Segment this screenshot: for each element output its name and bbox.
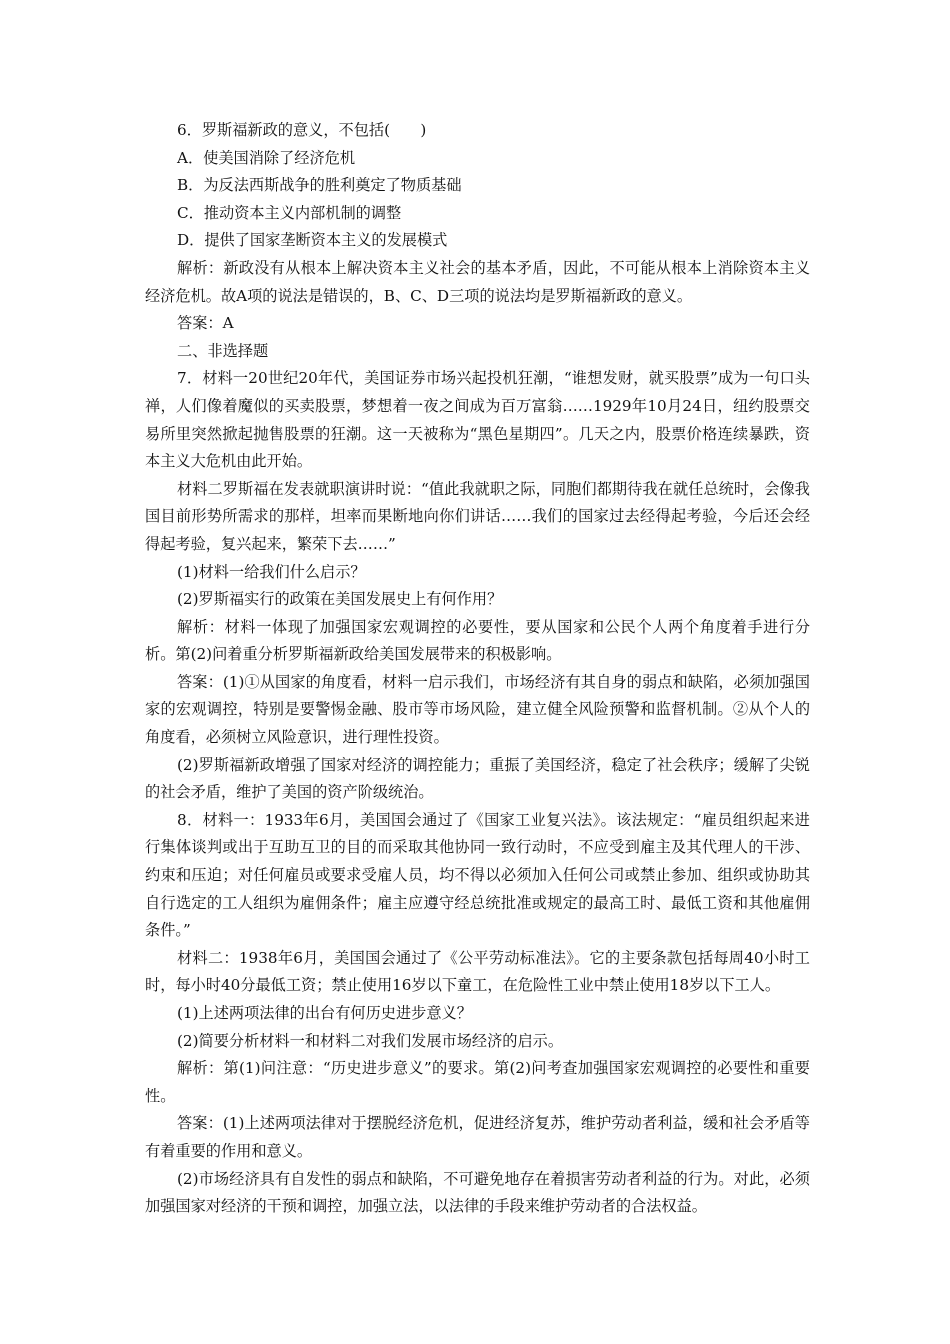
q8-question-1: (1)上述两项法律的出台有何历史进步意义？ [177,1004,472,1022]
q6-option-c: C．推动资本主义内部机制的调整 [177,203,402,222]
q6-answer: 答案：A [177,314,234,333]
q6-option-b: B．为反法西斯战争的胜利奠定了物质基础 [177,176,462,195]
q7-analysis: 解析：材料一体现了加强国家宏观调控的必要性，要从国家和公民个人两个角度着手进行分析。第(2)问着重分析罗斯福新政给美国发展带来的积极影响。 [145,617,810,664]
document-page [145,117,810,1221]
q6-option-d: D．提供了国家垄断资本主义的发展模式 [177,231,448,250]
q8-answer-1: 答案：(1)上述两项法律对于摆脱经济危机，促进经济复苏，维护劳动者利益，缓和社会矛盾等有着重要的作用和意义。 [145,1114,810,1160]
q7-material-2: 材料二罗斯福在发表就职演讲时说：“值此我就职之际，同胞们都期待我在就任总统时，会像我国目前形势所需求的那样，坦率而果断地向你们讲话……我们的国家过去经得起考验，今后还会经得起考验，复兴起来，繁荣下去……” [145,479,810,553]
q7-material-1: 7．材料一20世纪20年代，美国证券市场兴起投机狂潮，“谁想发财，就买股票”成为一句口头禅，人们像着魔似的买卖股票，梦想着一夜之间成为百万富翁……1929年10月24日，纽约股票交易所里突然掀起抛售股票的狂潮。这一天被称为“黑色星期四”。几天之内，股票价格连续暴跌，资本主义大危机由此开始。 [145,369,810,471]
q8-material-1: 8．材料一：1933年6月，美国国会通过了《国家工业复兴法》。该法规定：“雇员组织起来进行集体谈判或出于互助互卫的目的而采取其他协同一致行动时，不应受到雇主及其代理人的干涉、约束和压迫；对任何雇员或要求受雇人员，均不得以必须加入任何公司或禁止参加、组织或协助其自行选定的工人组织为雇佣条件；雇主应遵守经总统批准或规定的最高工时、最低工资和其他雇佣条件。” [145,810,810,940]
q7-answer-1: 答案：(1)①从国家的角度看，材料一启示我们，市场经济有其自身的弱点和缺陷，必须加强国家的宏观调控，特别是要警惕金融、股市等市场风险，建立健全风险预警和监督机制。②从个人的角度看，必须树立风险意识，进行理性投资。 [145,672,810,747]
q8-answer-2: (2)市场经济具有自发性的弱点和缺陷，不可避免地存在着损害劳动者利益的行为。对此，必须加强国家对经济的干预和调控，加强立法，以法律的手段来维护劳动者的合法权益。 [145,1169,810,1216]
q7-question-2: (2)罗斯福实行的政策在美国发展史上有何作用？ [177,590,503,609]
q6-option-a: A．使美国消除了经济危机 [177,148,356,167]
q6-analysis: 解析：新政没有从根本上解决资本主义社会的基本矛盾，因此，不可能从根本上消除资本主义经济危机。故A项的说法是错误的，B、C、D三项的说法均是罗斯福新政的意义。 [145,258,810,305]
q8-question-2: (2)简要分析材料一和材料二对我们发展市场经济的启示。 [177,1031,564,1050]
q7-question-1: (1)材料一给我们什么启示？ [177,562,366,581]
q6-stem: 6．罗斯福新政的意义，不包括( ) [177,121,427,139]
q8-analysis: 解析：第(1)问注意：“历史进步意义”的要求。第(2)问考查加强国家宏观调控的必要性和重要性。 [145,1059,810,1105]
q8-material-2: 材料二：1938年6月，美国国会通过了《公平劳动标准法》。它的主要条款包括每周40小时工时，每小时40分最低工资；禁止使用16岁以下童工，在危险性工业中禁止使用18岁以下工人。 [145,948,810,995]
q7-answer-2: (2)罗斯福新政增强了国家对经济的调控能力；重振了美国经济，稳定了社会秩序；缓解了尖锐的社会矛盾，维护了美国的资产阶级统治。 [145,755,810,802]
section-heading: 二、非选择题 [177,341,269,360]
